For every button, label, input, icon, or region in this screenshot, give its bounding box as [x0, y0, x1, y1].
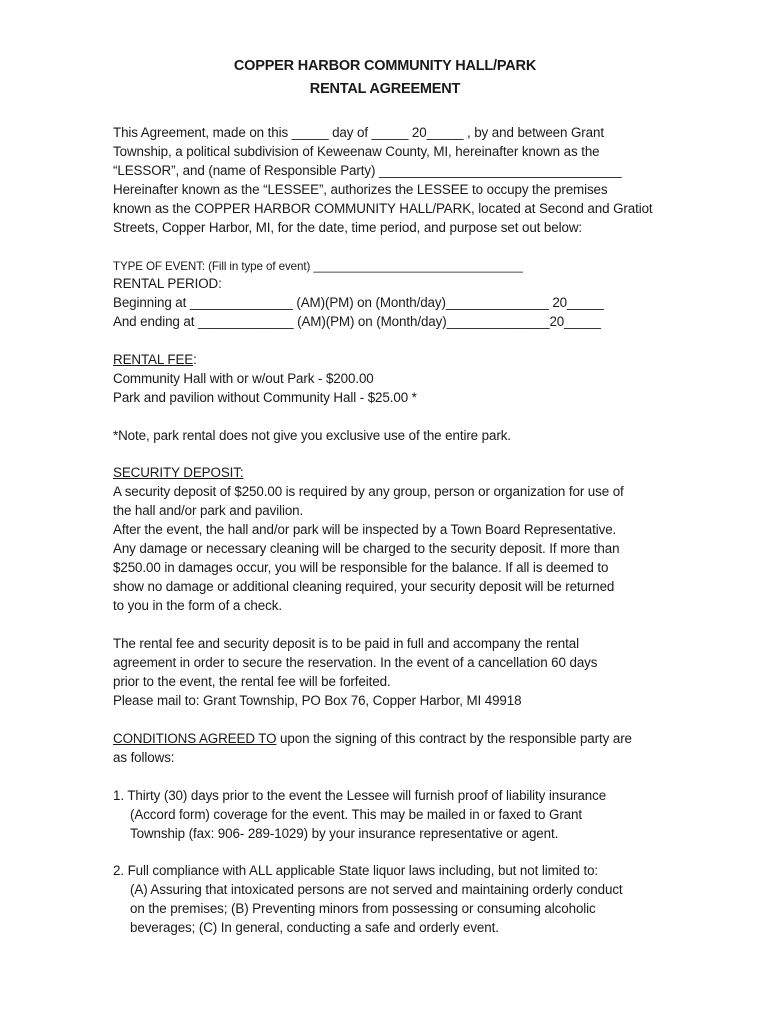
payment-line: The rental fee and security deposit is to be paid in full and accompany the rental — [113, 636, 579, 651]
intro-line: “LESSOR”, and (name of Responsible Party) _________________________________ — [113, 163, 622, 178]
conditions-section — [113, 729, 673, 767]
payment-line: prior to the event, the rental fee will be forfeited. — [113, 674, 391, 689]
rental-period-ending: And ending at _____________ (AM)(PM) on (Month/day)______________20_____ — [113, 314, 601, 329]
intro-line: This Agreement, made on this _____ day of _____ 20_____ , by and between Grant — [113, 125, 604, 140]
rental-fee-line: Community Hall with or w/out Park - $200.00 — [113, 371, 374, 386]
security-deposit-line: show no damage or additional cleaning required, your security deposit will be returned — [113, 579, 615, 594]
intro-line: Hereinafter known as the “LESSEE”, authorizes the LESSEE to occupy the premises — [113, 182, 608, 197]
rental-period-heading: RENTAL PERIOD: — [113, 276, 222, 291]
conditions-heading: CONDITIONS AGREED TO upon the signing of this contract by the responsible party are — [113, 731, 632, 746]
intro-line: Township, a political subdivision of Keweenaw County, MI, hereinafter known as the — [113, 144, 600, 159]
security-deposit-line: Any damage or necessary cleaning will be charged to the security deposit. If more than — [113, 541, 620, 556]
security-deposit-line: After the event, the hall and/or park will be inspected by a Town Board Representative. — [113, 522, 617, 537]
intro-line: Streets, Copper Harbor, MI, for the date, time period, and purpose set out below: — [113, 220, 583, 235]
condition-item-1: 1. Thirty (30) days prior to the event the Lessee will furnish proof of liability insurance (Accord form) coverage for the event. This may be mailed in or faxed to Grant Township (fax: 906- 289-1029) by your insurance representative or agent. — [113, 788, 607, 841]
security-deposit-line: A security deposit of $250.00 is required by any group, person or organization for use of — [113, 484, 624, 499]
mailing-address: Please mail to: Grant Township, PO Box 76, Copper Harbor, MI 49918 — [113, 693, 522, 708]
payment-section — [113, 634, 673, 710]
event-type-line: TYPE OF EVENT: (Fill in type of event) _________________________________ — [113, 260, 523, 273]
security-deposit-section — [113, 463, 673, 615]
intro-line: known as the COPPER HARBOR COMMUNITY HALL/PARK, located at Second and Gratiot — [113, 201, 653, 216]
condition-item-2: 2. Full compliance with ALL applicable State liquor laws including, but not limited to: (A) Assuring that intoxicated persons are not served and maintaining orderly conduct on the premises; (B) Preventing minors from possessing or consuming alcoholic beverages; (C) In general, conducting a safe and orderly event. — [113, 863, 623, 935]
park-note: *Note, park rental does not give you exclusive use of the entire park. — [113, 428, 511, 443]
security-deposit-line: to you in the form of a check. — [113, 598, 282, 613]
rental-fee-section — [113, 350, 673, 407]
intro-paragraph — [113, 123, 673, 237]
document-title: COPPER HARBOR COMMUNITY HALL/PARK — [233, 58, 537, 74]
rental-fee-line: Park and pavilion without Community Hall - $25.00 * — [113, 390, 417, 405]
security-deposit-line: $250.00 in damages occur, you will be responsible for the balance. If all is deemed to — [113, 560, 609, 575]
rental-fee-heading: RENTAL FEE: — [113, 352, 197, 367]
rental-period-beginning: Beginning at ______________ (AM)(PM) on (Month/day)______________ 20_____ — [113, 295, 604, 310]
security-deposit-line: the hall and/or park and pavilion. — [113, 503, 304, 518]
conditions-line: as follows: — [113, 750, 175, 765]
security-deposit-heading: SECURITY DEPOSIT: — [113, 465, 244, 480]
payment-line: agreement in order to secure the reservation. In the event of a cancellation 60 days — [113, 655, 598, 670]
rental-period-section — [113, 274, 673, 331]
document-subtitle: RENTAL AGREEMENT — [309, 81, 461, 97]
